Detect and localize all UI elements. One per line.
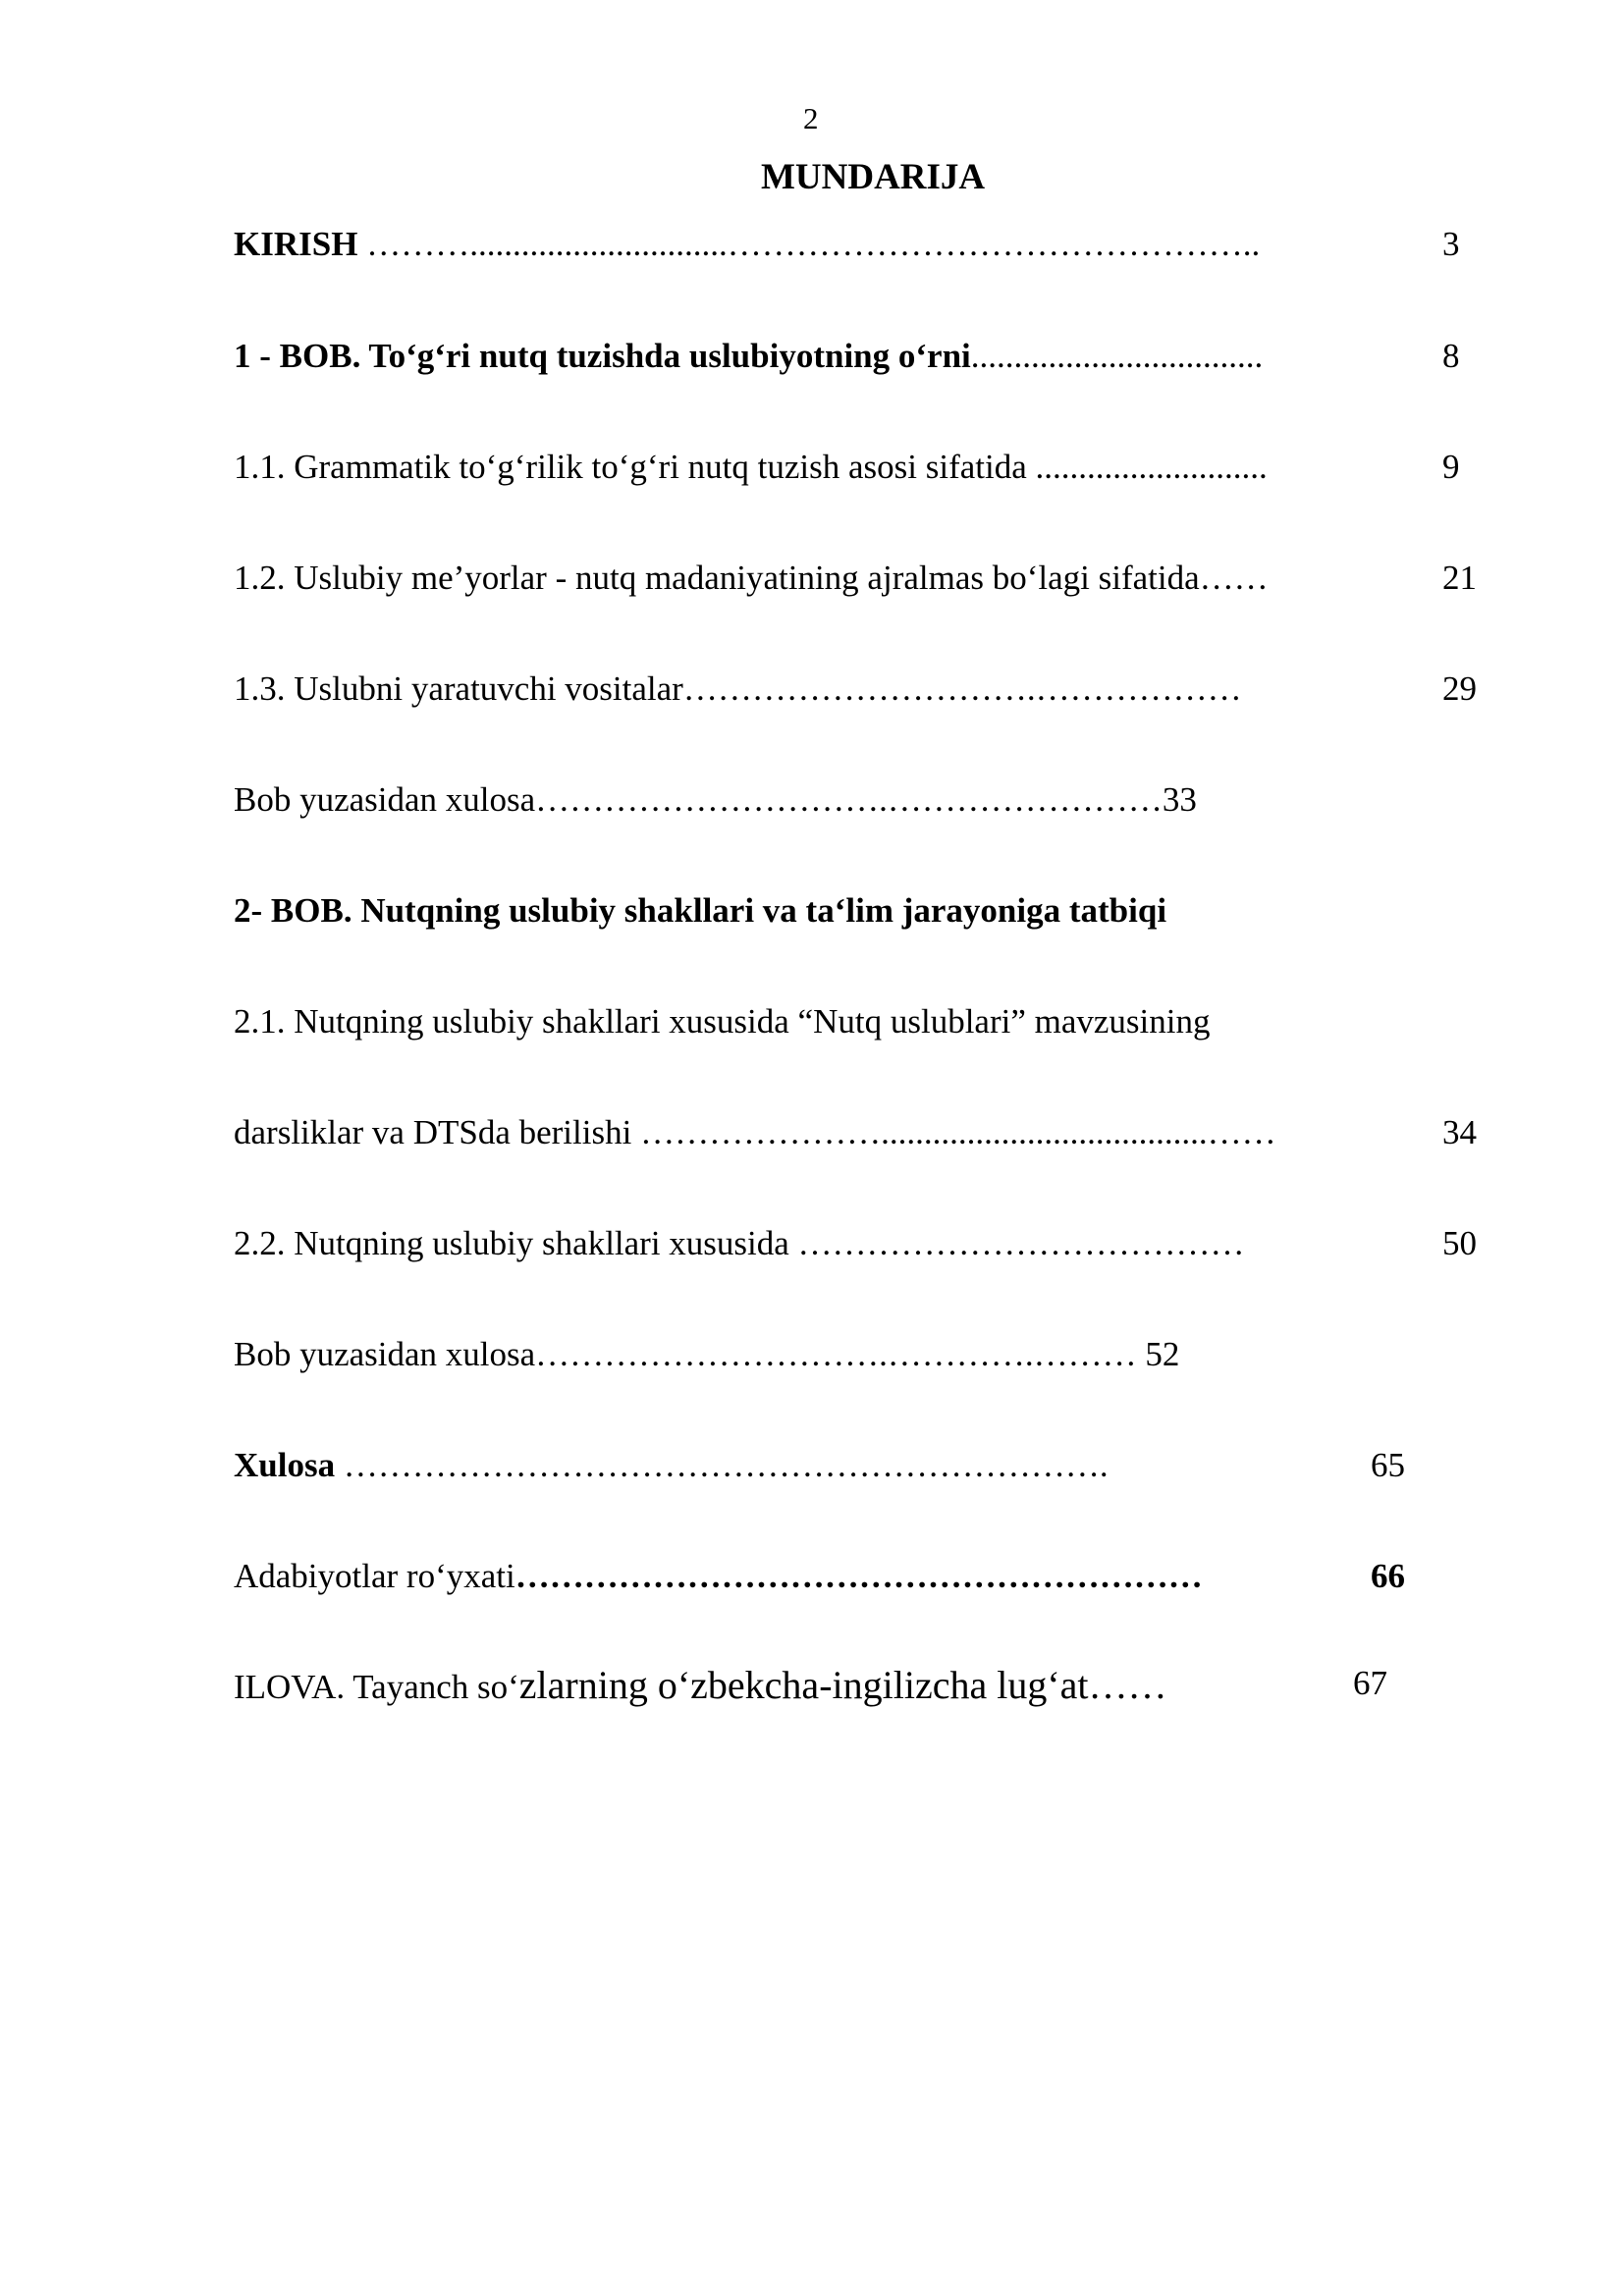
toc-entry-2-1-line1: 2.1. Nutqning uslubiy shakllari xususida “Nutq uslublari” mavzusining [234, 1002, 1211, 1041]
toc-entry-bob1 [234, 336, 1263, 377]
toc-leader: …………………………………………………………. [335, 1446, 1109, 1484]
toc-label: 1 - BOB. To‘g‘ri nutq tuzishda uslubiyotning o‘rni [234, 337, 971, 375]
toc-entry-2-2: 2.2. Nutqning uslubiy shakllari xususida ………………………………… [234, 1224, 1245, 1262]
toc-label-small: ILOVA. Tayanch so‘ [234, 1668, 519, 1706]
toc-page-kirish: 3 [1442, 225, 1460, 263]
toc-entry-1-1: 1.1. Grammatik to‘g‘rilik to‘g‘ri nutq tuzish asosi sifatida ........................... [234, 448, 1268, 486]
toc-label: KIRISH [234, 225, 358, 263]
toc-entry-bob2-xulosa: Bob yuzasidan xulosa………………………….………….……… 52 [234, 1335, 1180, 1373]
toc-entry-bob2: 2- BOB. Nutqning uslubiy shakllari va ta‘lim jarayoniga tatbiqi [234, 891, 1167, 930]
page-number: 2 [803, 101, 819, 135]
toc-label: Xulosa [234, 1446, 336, 1484]
toc-leader: …………………………………………………… [514, 1557, 1203, 1595]
toc-entry-xulosa [234, 1445, 1109, 1486]
toc-entry-2-1-line2: darsliklar va DTSda berilishi …………………......................................…… [234, 1113, 1276, 1151]
toc-page-bob1: 8 [1442, 337, 1460, 375]
toc-leader: .................................. [970, 337, 1264, 375]
toc-leader: ………..............................……………………………………….. [357, 225, 1261, 263]
toc-entry-ilova [234, 1665, 1167, 1708]
toc-page-2-2: 50 [1442, 1224, 1477, 1262]
toc-page-2-1: 34 [1442, 1113, 1477, 1151]
toc-entry-1-2: 1.2. Uslubiy me’yorlar - nutq madaniyatining ajralmas bo‘lagi sifatida…… [234, 559, 1269, 597]
toc-label: Adabiyotlar ro‘yxati [234, 1557, 515, 1595]
toc-page-ilova: 67 [1353, 1664, 1387, 1702]
toc-entry-bob1-xulosa: Bob yuzasidan xulosa………………………….……………………33 [234, 780, 1197, 819]
toc-page-1-3: 29 [1442, 669, 1477, 708]
toc-page-xulosa: 65 [1371, 1446, 1405, 1484]
toc-page-adabiyotlar: 66 [1371, 1557, 1405, 1595]
toc-label-big: zlarning o‘zbekcha-ingilizcha lug‘at…… [518, 1663, 1167, 1707]
toc-entry-1-3: 1.3. Uslubni yaratuvchi vositalar………………………….……………… [234, 669, 1242, 708]
page-title: MUNDARIJA [761, 157, 986, 197]
toc-page-1-1: 9 [1442, 448, 1460, 486]
toc-entry-kirish [234, 224, 1260, 265]
toc-entry-adabiyotlar [234, 1556, 1203, 1597]
toc-page-1-2: 21 [1442, 559, 1477, 597]
